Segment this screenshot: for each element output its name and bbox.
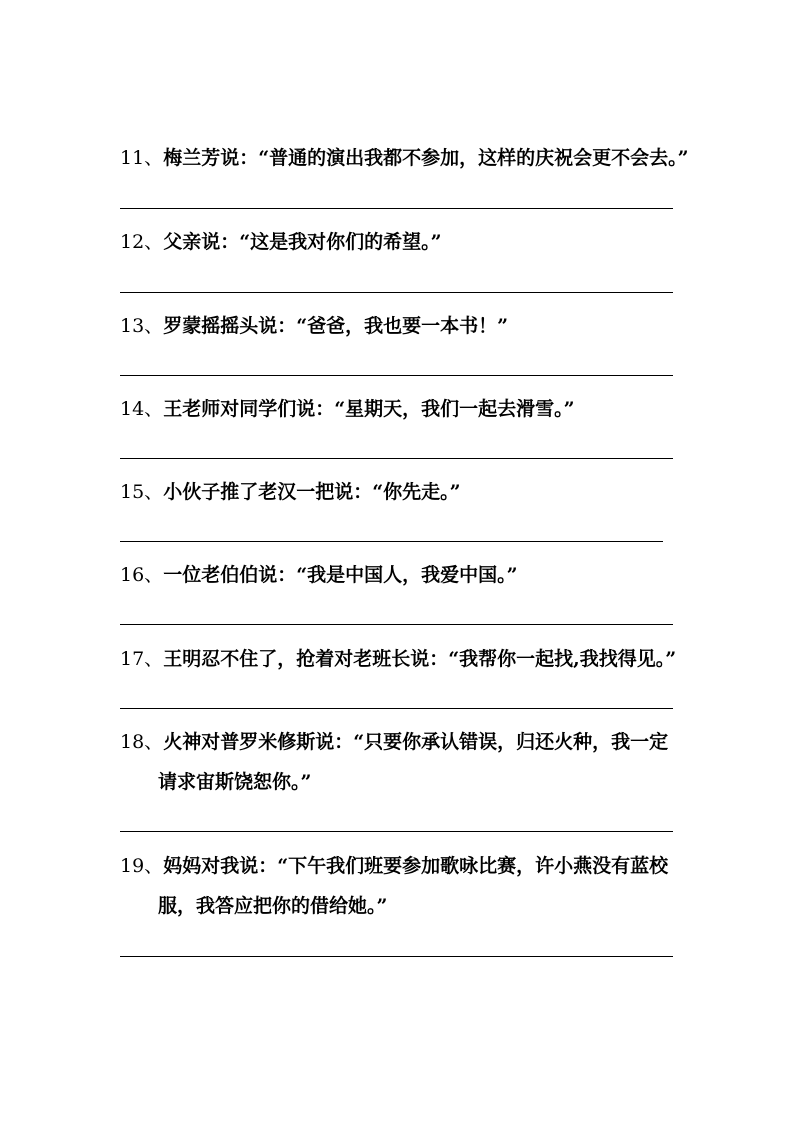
question-number: 18、 <box>120 731 164 753</box>
question-18 <box>120 722 676 802</box>
question-sentence: 王明忍不住了，抢着对老班长说：“我帮你一起找,我找得见。” <box>163 648 677 670</box>
question-sentence: 父亲说：“这是我对你们的希望。” <box>163 231 442 253</box>
question-number: 15、 <box>120 481 164 503</box>
question-text <box>120 389 676 429</box>
question-text <box>120 472 676 512</box>
answer-line-14[interactable] <box>120 458 673 459</box>
question-16 <box>120 555 676 595</box>
question-sentence: 妈妈对我说：“下午我们班要参加歌咏比赛，许小燕没有蓝校 <box>163 855 669 877</box>
question-number: 14、 <box>120 398 164 420</box>
question-15 <box>120 472 676 512</box>
question-sentence: 王老师对同学们说：“星期天，我们一起去滑雪。” <box>163 398 575 420</box>
question-11 <box>120 138 689 178</box>
question-number: 13、 <box>120 315 164 337</box>
answer-line-13[interactable] <box>120 375 673 376</box>
question-text <box>120 138 689 178</box>
question-number: 16、 <box>120 564 164 586</box>
question-number: 19、 <box>120 855 164 877</box>
answer-line-15[interactable] <box>120 541 663 542</box>
question-text <box>120 555 676 595</box>
answer-line-17[interactable] <box>120 708 673 709</box>
question-sentence: 小伙子推了老汉一把说：“你先走。” <box>163 481 461 503</box>
question-text <box>120 722 676 762</box>
answer-line-19[interactable] <box>120 956 673 957</box>
question-text-continued: 请求宙斯饶恕你。” <box>158 771 312 793</box>
question-number: 12、 <box>120 231 164 253</box>
answer-line-16[interactable] <box>120 624 673 625</box>
answer-line-12[interactable] <box>120 292 673 293</box>
question-sentence: 一位老伯伯说：“我是中国人，我爱中国。” <box>163 564 518 586</box>
question-text-continued: 服，我答应把你的借给她。” <box>158 895 388 917</box>
question-sentence: 梅兰芳说：“普通的演出我都不参加，这样的庆祝会更不会去。” <box>163 147 689 169</box>
answer-line-11[interactable] <box>120 208 673 209</box>
answer-line-18[interactable] <box>120 831 673 832</box>
question-sentence: 火神对普罗米修斯说：“只要你承认错误，归还火种，我一定 <box>163 731 669 753</box>
question-sentence: 罗蒙摇摇头说：“爸爸，我也要一本书！” <box>163 315 509 337</box>
question-text <box>120 639 676 679</box>
question-number: 17、 <box>120 648 164 670</box>
question-19 <box>120 846 676 926</box>
question-text <box>120 846 676 886</box>
question-12 <box>120 222 676 262</box>
question-14 <box>120 389 676 429</box>
question-text <box>120 222 676 262</box>
question-number: 11、 <box>120 147 164 169</box>
question-text <box>120 306 676 346</box>
question-13 <box>120 306 676 346</box>
question-17 <box>120 639 676 679</box>
